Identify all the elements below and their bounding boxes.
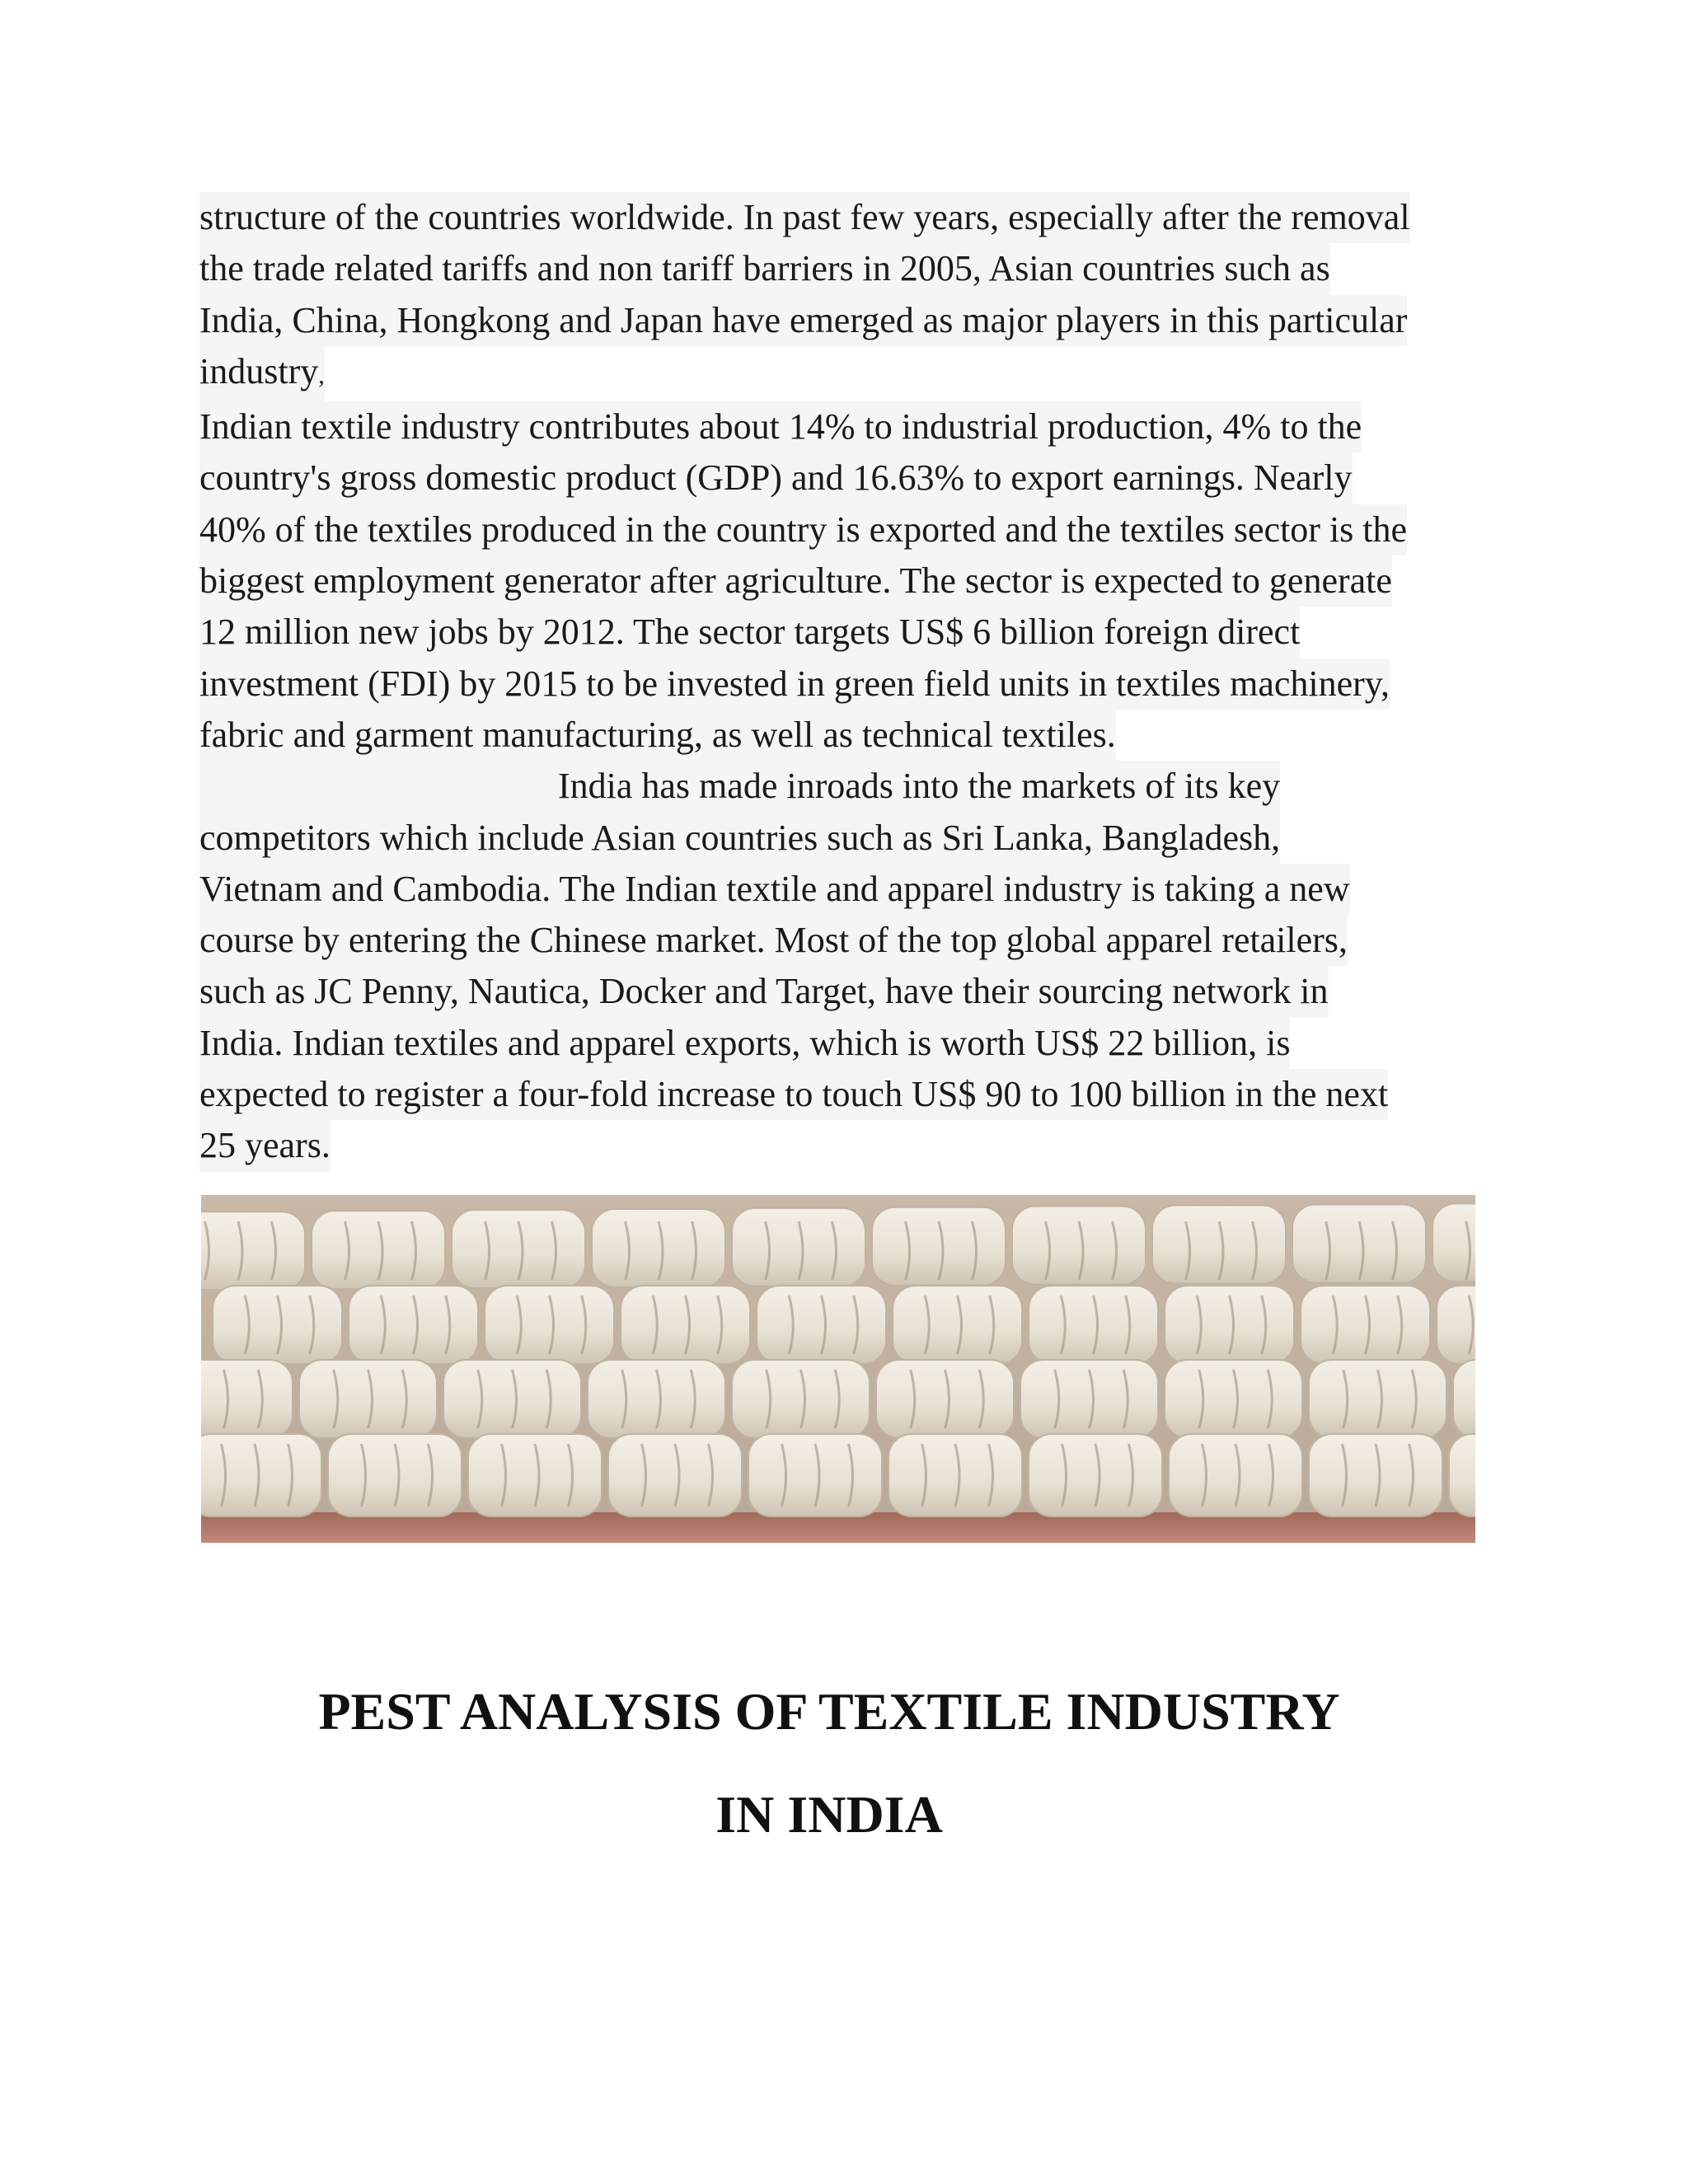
text-line: 12 million new jobs by 2012. The sector targets US$ 6 billion foreign direct (199, 607, 1300, 658)
text-line: India, China, Hongkong and Japan have emerged as major players in this particular (199, 295, 1407, 346)
text-line: country's gross domestic product (GDP) and 16.63% to export earnings. Nearly (199, 452, 1353, 504)
text-fragment: industry (199, 350, 319, 391)
text-line: investment (FDI) by 2015 to be invested in green field units in textiles machinery, (199, 658, 1390, 710)
text-line: India has made inroads into the markets of its key (199, 761, 1280, 812)
text-line: biggest employment generator after agriculture. The sector is expected to generate (199, 555, 1392, 607)
section-heading-line-1: PEST ANALYSIS OF TEXTILE INDUSTRY (318, 1682, 1340, 1741)
text-line: the trade related tariffs and non tariff barriers in 2005, Asian countries such as (199, 243, 1330, 294)
text-line: expected to register a four-fold increase to touch US$ 90 to 100 billion in the next (199, 1069, 1388, 1120)
text-line: fabric and garment manufacturing, as well as technical textiles. (199, 710, 1116, 761)
text-line: 25 years. (199, 1120, 331, 1171)
text-line (199, 346, 325, 401)
text-line: India. Indian textiles and apparel exports, which is worth US$ 22 billion, is (199, 1018, 1290, 1069)
text-line: 40% of the textiles produced in the country is exported and the textiles sector is the (199, 504, 1407, 555)
comma-mark: , (318, 361, 325, 389)
section-heading-line-2: IN INDIA (715, 1785, 943, 1844)
cotton-bales-photo (201, 1195, 1475, 1543)
text-line: competitors which include Asian countries such as Sri Lanka, Bangladesh, (199, 813, 1280, 864)
text-line: course by entering the Chinese market. Most of the top global apparel retailers, (199, 915, 1348, 966)
text-line: structure of the countries worldwide. In past few years, especially after the removal (199, 192, 1410, 243)
text-line: Indian textile industry contributes about 14% to industrial production, 4% to the (199, 401, 1362, 452)
text-line: such as JC Penny, Nautica, Docker and Target, have their sourcing network in (199, 966, 1329, 1017)
text-line: Vietnam and Cambodia. The Indian textile and apparel industry is taking a new (199, 864, 1350, 915)
body-text (199, 192, 1502, 1172)
